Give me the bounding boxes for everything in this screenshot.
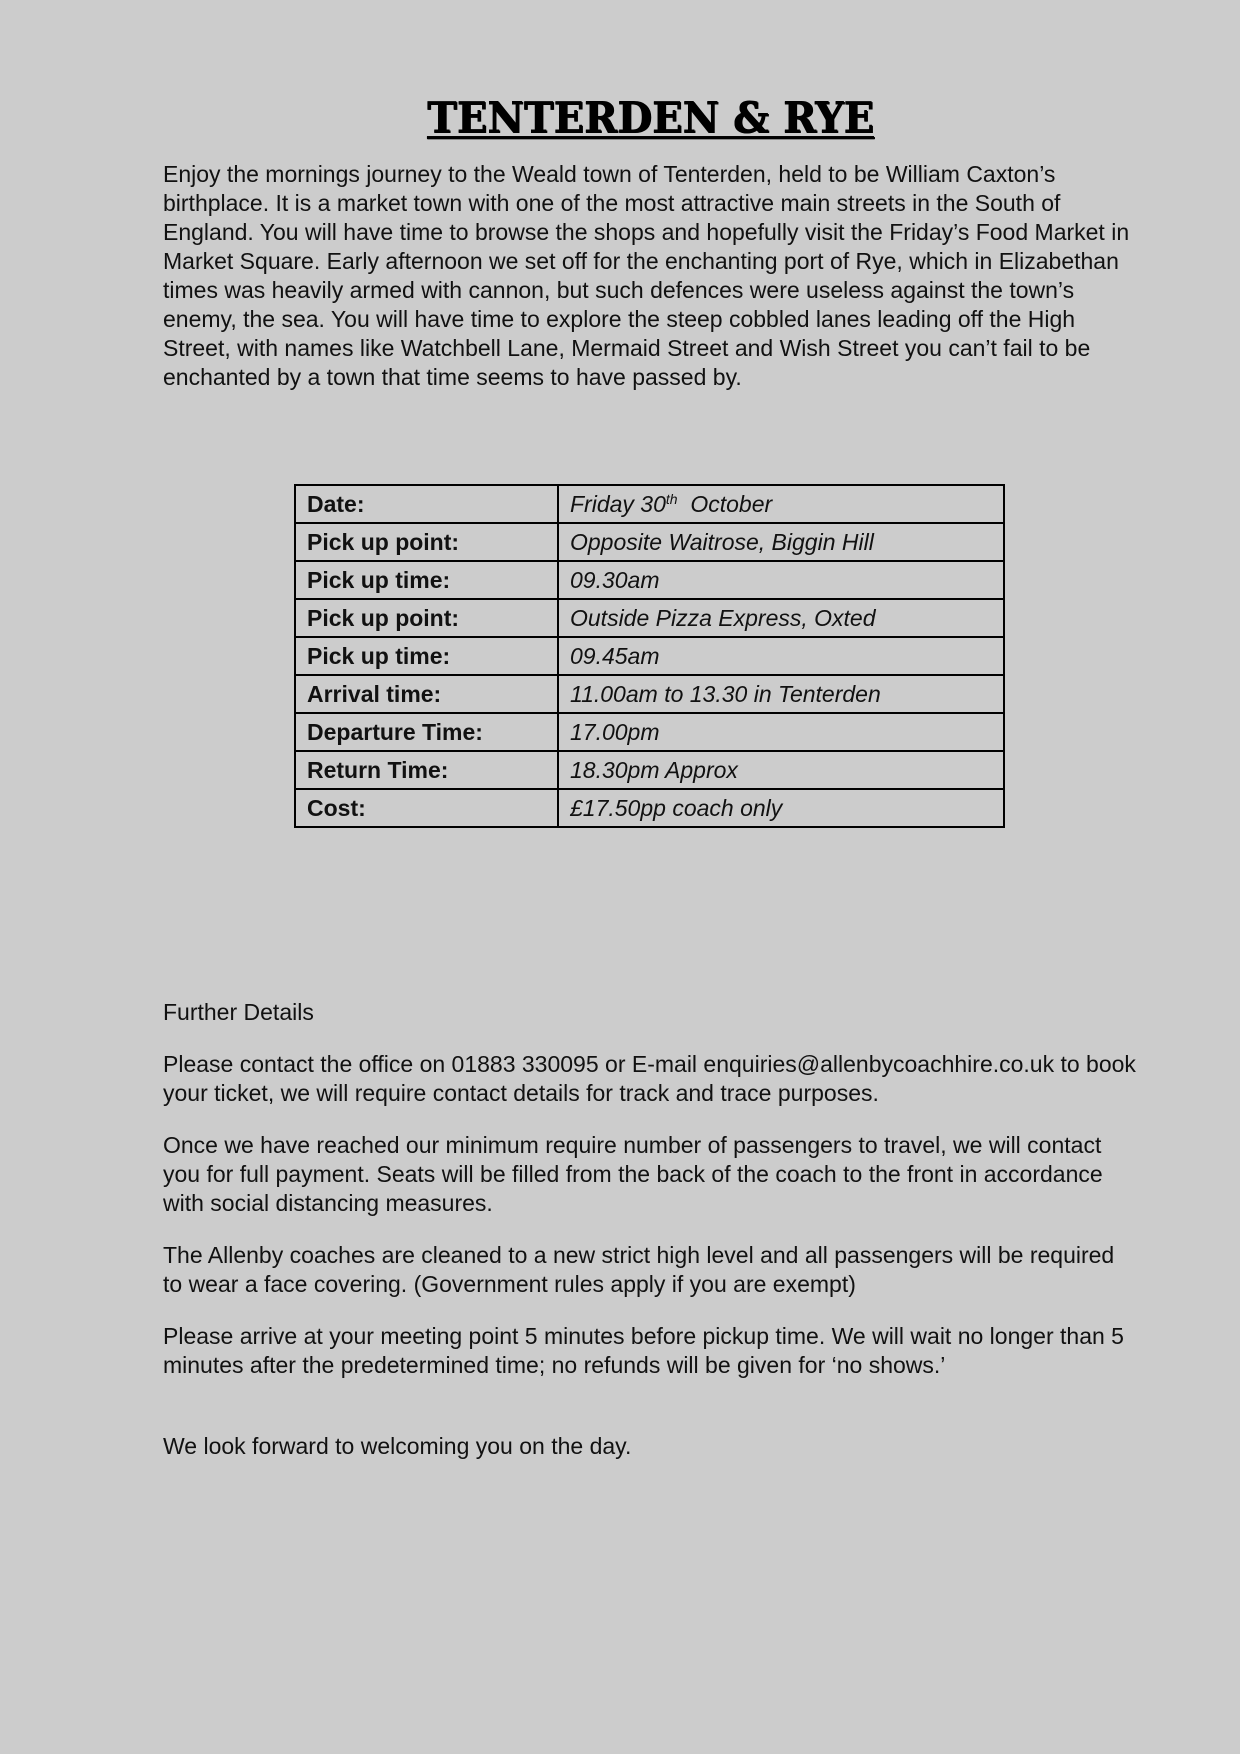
table-row bbox=[295, 751, 1004, 789]
detail-value: 09.30am bbox=[558, 561, 1004, 599]
date-ordinal-suffix: th bbox=[665, 490, 678, 507]
table-row bbox=[295, 789, 1004, 827]
table-row bbox=[295, 599, 1004, 637]
detail-label: Pick up time: bbox=[295, 561, 558, 599]
payment-paragraph: Once we have reached our minimum require number of passengers to travel, we will contact you for full payment. Seats will be filled from the back of the coach to the front in accordance with social distancing measures. bbox=[163, 1132, 1103, 1216]
detail-label: Departure Time: bbox=[295, 713, 558, 751]
page-title bbox=[163, 88, 1138, 148]
detail-value: Outside Pizza Express, Oxted bbox=[558, 599, 1004, 637]
further-details-section bbox=[163, 998, 1138, 1461]
detail-label: Arrival time: bbox=[295, 675, 558, 713]
table-row bbox=[295, 485, 1004, 523]
detail-value: Opposite Waitrose, Biggin Hill bbox=[558, 523, 1004, 561]
date-month: October bbox=[677, 490, 773, 517]
table-row bbox=[295, 523, 1004, 561]
date-day: Friday 30 bbox=[570, 490, 666, 517]
document-page bbox=[163, 88, 1138, 1459]
further-details-heading: Further Details bbox=[163, 999, 314, 1025]
detail-value: 18.30pm Approx bbox=[558, 751, 1004, 789]
detail-label: Return Time: bbox=[295, 751, 558, 789]
table-row bbox=[295, 637, 1004, 675]
detail-label: Cost: bbox=[295, 789, 558, 827]
detail-label: Pick up point: bbox=[295, 599, 558, 637]
table-row bbox=[295, 561, 1004, 599]
detail-value: £17.50pp coach only bbox=[558, 789, 1004, 827]
detail-value: 17.00pm bbox=[558, 713, 1004, 751]
trip-details-table bbox=[294, 484, 1005, 828]
table-row bbox=[295, 675, 1004, 713]
detail-label: Pick up time: bbox=[295, 637, 558, 675]
cleaning-paragraph: The Allenby coaches are cleaned to a new strict high level and all passengers will be required to wear a face covering. (Government rules apply if you are exempt) bbox=[163, 1242, 1115, 1297]
detail-value-date bbox=[558, 485, 1004, 523]
arrival-paragraph: Please arrive at your meeting point 5 minutes before pickup time. We will wait no longer than 5 minutes after the predetermined time; no refunds will be given for ‘no shows.’ bbox=[163, 1323, 1124, 1378]
detail-value: 11.00am to 13.30 in Tenterden bbox=[558, 675, 1004, 713]
detail-value: 09.45am bbox=[558, 637, 1004, 675]
detail-label: Pick up point: bbox=[295, 523, 558, 561]
closing-line: We look forward to welcoming you on the day. bbox=[163, 1433, 632, 1459]
contact-paragraph: Please contact the office on 01883 330095 or E-mail enquiries@allenbycoachhire.co.uk to book your ticket, we will require contact details for track and trace purposes. bbox=[163, 1051, 1136, 1106]
page-title-text: TENTERDEN & RYE bbox=[426, 92, 875, 143]
detail-label: Date: bbox=[295, 485, 558, 523]
intro-paragraph: Enjoy the mornings journey to the Weald town of Tenterden, held to be William Caxton’s birthplace. It is a market town with one of the most attractive main streets in the South of England. You will have time to browse the shops and hopefully visit the Friday’s Food Market in Market Square. Early afternoon we set off for the enchanting port of Rye, which in Elizabethan times was heavily armed with cannon, but such defences were useless against the town’s enemy, the sea. You will have time to explore the steep cobbled lanes leading off the High Street, with names like Watchbell Lane, Mermaid Street and Wish Street you can’t fail to be enchanted by a town that time seems to have passed by. bbox=[163, 161, 1130, 390]
table-row bbox=[295, 713, 1004, 751]
